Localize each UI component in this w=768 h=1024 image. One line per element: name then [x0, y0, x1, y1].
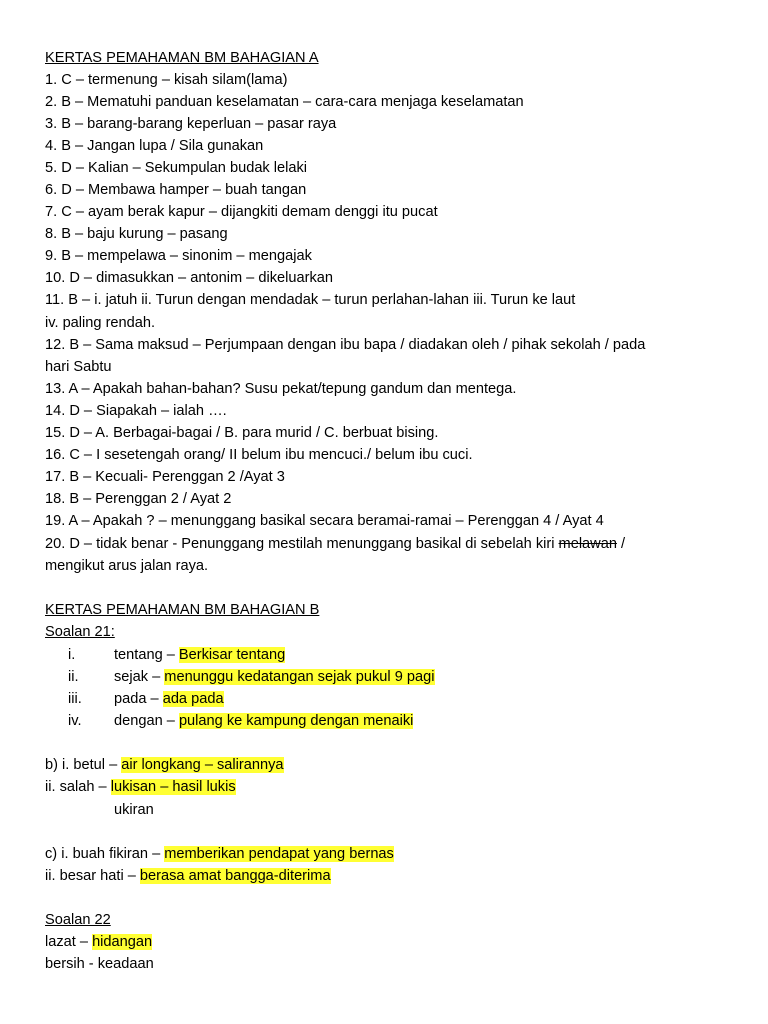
highlighted-text: Berkisar tentang [178, 647, 286, 663]
answer-line [45, 755, 284, 775]
highlighted-text: air longkang – salirannya [121, 757, 284, 773]
highlighted-text: ada pada [162, 691, 224, 707]
answer-line: 6. D – Membawa hamper – buah tangan [45, 182, 307, 198]
answer-20-tail: / [616, 536, 626, 552]
answer-line: 8. B – baju kurung – pasang [45, 226, 228, 242]
answer-line: 1. C – termenung – kisah silam(lama) [45, 72, 288, 88]
answer-20-text: 20. D – tidak benar - Penunggang mestilah menunggang basikal di sebelah kiri [45, 536, 559, 552]
answer-text: b) i. betul – [45, 757, 122, 773]
answer-line: iv. paling rendah. [45, 315, 156, 331]
answer-line: 3. B – barang-barang keperluan – pasar raya [45, 116, 337, 132]
answer-line: 15. D – A. Berbagai-bagai / B. para murid / C. berbuat bising. [45, 425, 439, 441]
highlighted-text: pulang ke kampung dengan menaiki [178, 713, 414, 729]
answer-line: 4. B – Jangan lupa / Sila gunakan [45, 138, 264, 154]
soalan-21-heading: Soalan 21: [45, 624, 115, 640]
answer-line: 11. B – i. jatuh ii. Turun dengan mendadak – turun perlahan-lahan iii. Turun ke laut [45, 292, 576, 308]
answer-line [45, 844, 394, 864]
highlighted-text: menunggu kedatangan sejak pukul 9 pagi [164, 669, 435, 685]
answer-line: 19. A – Apakah ? – menunggang basikal secara beramai-ramai – Perenggan 4 / Ayat 4 [45, 513, 604, 529]
soalan-22-heading: Soalan 22 [45, 912, 111, 928]
highlighted-text: memberikan pendapat yang bernas [164, 846, 394, 862]
answer-line [45, 866, 331, 886]
answer-line: 18. B – Perenggan 2 / Ayat 2 [45, 491, 232, 507]
answer-line: 14. D – Siapakah – ialah …. [45, 403, 227, 419]
highlighted-text: hidangan [92, 934, 153, 950]
item-text: sejak – [114, 669, 165, 685]
highlighted-text: berasa amat bangga-diterima [139, 868, 331, 884]
section-a-title: KERTAS PEMAHAMAN BM BAHAGIAN A [45, 50, 319, 66]
answer-line: 13. A – Apakah bahan-bahan? Susu pekat/tepung gandum dan mentega. [45, 381, 517, 397]
answer-line [45, 777, 236, 797]
highlighted-text: lukisan – hasil lukis [110, 779, 236, 795]
section-b-title: KERTAS PEMAHAMAN BM BAHAGIAN B [45, 602, 320, 618]
roman-numeral: ii. [68, 669, 79, 685]
answer-line: 5. D – Kalian – Sekumpulan budak lelaki [45, 160, 308, 176]
answer-line: 2. B – Mematuhi panduan keselamatan – cara-cara menjaga keselamatan [45, 94, 524, 110]
item-text: dengan – [114, 713, 179, 729]
answer-line: 12. B – Sama maksud – Perjumpaan dengan ibu bapa / diadakan oleh / pihak sekolah / pada [45, 337, 646, 353]
answer-line: mengikut arus jalan raya. [45, 558, 209, 574]
item-text: pada – [114, 691, 163, 707]
answer-text: ii. salah – [45, 779, 111, 795]
answer-line-20 [45, 534, 625, 554]
roman-numeral: iv. [68, 713, 82, 729]
roman-numeral: iii. [68, 691, 82, 707]
answer-line: 10. D – dimasukkan – antonim – dikeluarkan [45, 270, 333, 286]
answer-line [45, 932, 152, 952]
answer-line: 17. B – Kecuali- Perenggan 2 /Ayat 3 [45, 469, 285, 485]
answer-text: lazat – [45, 934, 93, 950]
answer-line: ukiran [114, 802, 154, 818]
struck-word: melawan [558, 536, 617, 552]
roman-numeral: i. [68, 647, 76, 663]
answer-line: 16. C – I sesetengah orang/ II belum ibu mencuci./ belum ibu cuci. [45, 447, 473, 463]
answer-line: 9. B – mempelawa – sinonim – mengajak [45, 248, 312, 264]
answer-text: ii. besar hati – [45, 868, 140, 884]
answer-line: bersih - keadaan [45, 956, 154, 972]
answer-line: 7. C – ayam berak kapur – dijangkiti demam denggi itu pucat [45, 204, 438, 220]
item-text: tentang – [114, 647, 179, 663]
answer-line: hari Sabtu [45, 359, 112, 375]
answer-text: c) i. buah fikiran – [45, 846, 165, 862]
